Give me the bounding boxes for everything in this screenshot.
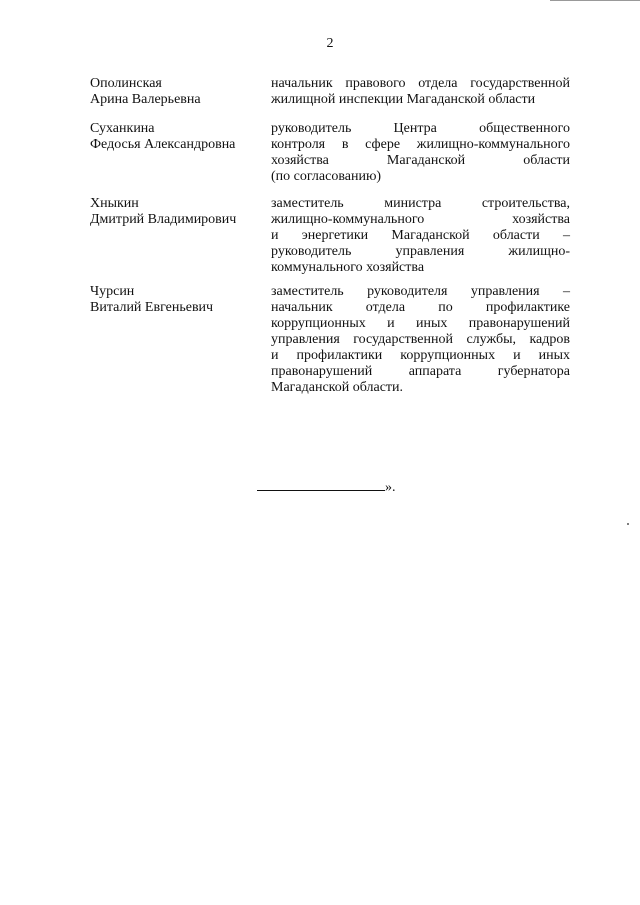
member-surname: Суханкина: [90, 121, 155, 136]
closing-line: [257, 480, 396, 496]
role-line: жилищно-коммунального хозяйства: [271, 212, 570, 227]
member-name: [90, 121, 260, 153]
role-line: (по согласованию): [271, 169, 382, 184]
member-surname: Ополинская: [90, 76, 162, 91]
role-line: управления государственной службы, кадров: [271, 332, 570, 347]
role-line: руководитель управления жилищно-: [271, 244, 570, 259]
member-surname: Хныкин: [90, 196, 139, 211]
page-number: 2: [326, 36, 334, 51]
closing-quote: ».: [385, 480, 396, 495]
role-line: начальник правового отдела государственной: [271, 76, 570, 91]
role-line: коррупционных и иных правонарушений: [271, 316, 570, 331]
role-line: правонарушений аппарата губернатора: [271, 364, 570, 379]
scan-edge-mark: [550, 0, 640, 1]
role-line: заместитель министра строительства,: [271, 196, 570, 211]
member-role: [271, 121, 570, 185]
role-line: начальник отдела по профилактике: [271, 300, 570, 315]
member-given-names: Дмитрий Владимирович: [90, 212, 237, 227]
role-line: заместитель руководителя управления –: [271, 284, 570, 299]
member-given-names: Арина Валерьевна: [90, 92, 201, 107]
member-role: [271, 76, 570, 108]
role-line: руководитель Центра общественного: [271, 121, 570, 136]
member-name: [90, 76, 260, 108]
member-given-names: Виталий Евгеньевич: [90, 300, 214, 315]
role-line: хозяйства Магаданской области: [271, 153, 570, 168]
role-line: жилищной инспекции Магаданской области: [271, 92, 536, 107]
role-line: и профилактики коррупционных и иных: [271, 348, 570, 363]
member-name: [90, 196, 260, 228]
role-line: и энергетики Магаданской области –: [271, 228, 570, 243]
role-line: коммунального хозяйства: [271, 260, 425, 275]
role-line: Магаданской области.: [271, 380, 404, 395]
member-role: [271, 196, 570, 276]
role-line: контроля в сфере жилищно-коммунального: [271, 137, 570, 152]
member-name: [90, 284, 260, 316]
scan-speck: [627, 523, 629, 525]
member-surname: Чурсин: [90, 284, 135, 299]
member-given-names: Федосья Александровна: [90, 137, 236, 152]
closing-rule: [257, 480, 385, 491]
member-role: [271, 284, 570, 396]
